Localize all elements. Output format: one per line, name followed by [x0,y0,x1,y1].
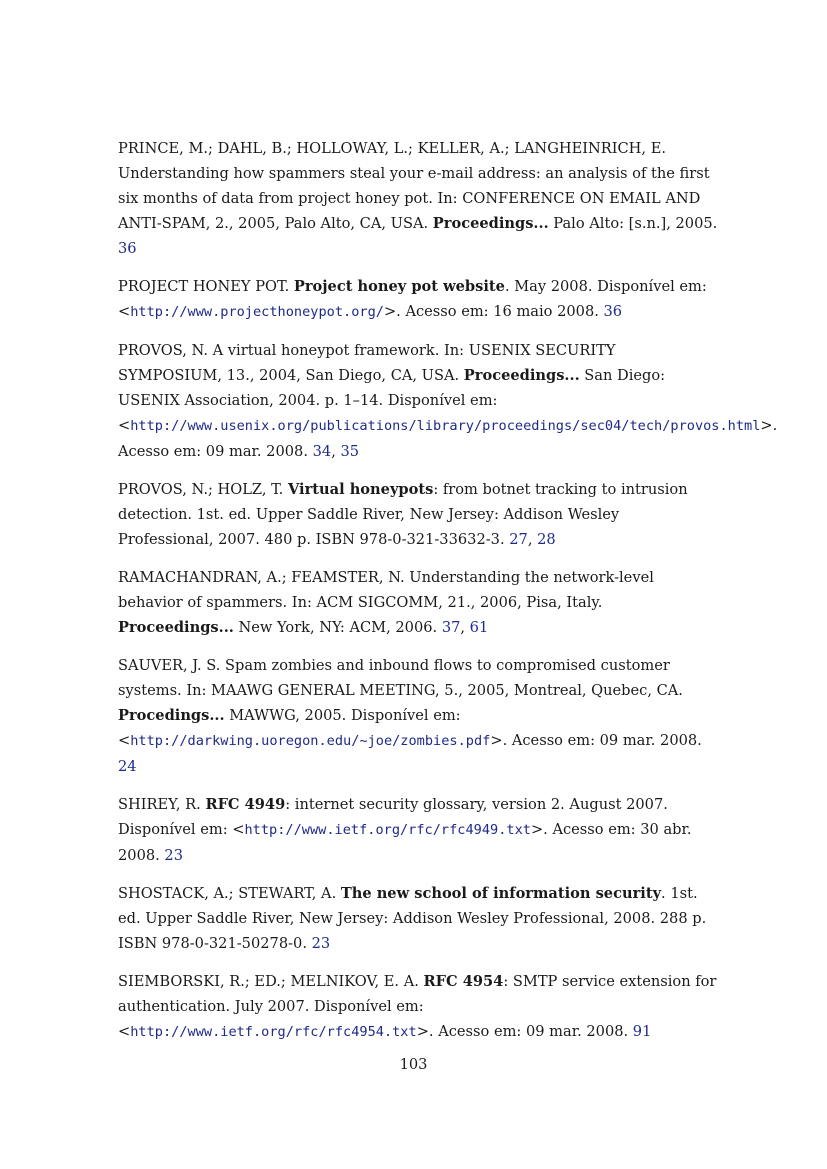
backref-link[interactable]: 37 [441,619,461,636]
ref-bold-title: Virtual honeypots [287,481,434,498]
reference-entry [118,881,718,956]
reference-entry [118,792,718,868]
ref-text: >. Acesso em: 09 mar. 2008. [118,417,778,460]
ref-text: New York, NY: ACM, 2006. [233,619,442,636]
ref-text: : SMTP service extension for authentication. July 2007. Disponível em: < [118,973,717,1040]
reference-entry: PROVOS, N.; HOLZ, T. Virtual honeypots: from botnet tracking to intrusion detection. 1st. ed. Upper Saddle River, New Jersey: Addison Wesley Professional, 2007. 480 p. ISBN 978-0-321-33632-3. 27, 28 [118,481,688,548]
ref-bold-title: Proceedings... [118,619,234,636]
ref-bold-title: Procedings... [118,707,225,724]
url-link[interactable]: http://www.ietf.org/rfc/rfc4954.txt [130,1024,417,1040]
ref-bold-title: RFC 4954 [423,973,504,990]
reference-entry [118,653,718,779]
ref-text: >. Acesso em: 30 abr. 2008. [118,821,692,864]
ref-text: PROJECT HONEY POT. [118,278,294,295]
ref-text: >. Acesso em: 09 mar. 2008. [416,1023,633,1040]
ref-text: . May 2008. Disponível em: < [118,278,707,320]
ref-bold-title: RFC 4949 [205,796,286,813]
reference-entry [118,136,718,261]
backref-link[interactable]: 27 [509,531,528,548]
url-link[interactable]: http://darkwing.uoregon.edu/~joe/zombies.pdf [130,733,491,749]
ref-text: SHOSTACK, A.; STEWART, A. [118,885,341,902]
ref-text: >. Acesso em: 16 maio 2008. [383,303,604,320]
ref-bold-title: Project honey pot website [293,278,505,295]
ref-text: PRINCE, M.; DAHL, B.; HOLLOWAY, L.; KELLER, A.; LANGHEINRICH, E. Understanding how spammers steal your e-mail address: an analysis of the first six months of data from project honey pot. In: CONFERENCE ON EMAIL AND ANTI-SPAM, 2., 2005, Palo Alto, CA, USA. [118,140,710,232]
backref-link[interactable]: 61 [469,619,489,636]
backref-link[interactable]: 28 [537,531,556,548]
reference-list [118,136,778,1058]
ref-text: San Diego: USENIX Association, 2004. p. 1–14. Disponível em: < [118,367,666,434]
ref-text: : from botnet tracking to intrusion detection. 1st. ed. Upper Saddle River, New Jersey: Addison Wesley Professional, 2007. 480 p. ISBN 978-0-321-33632-3. [118,481,688,548]
ref-text: SIEMBORSKI, R.; ED.; MELNIKOV, E. A. [118,973,424,990]
ref-text: PROVOS, N. A virtual honeypot framework. In: USENIX SECURITY SYMPOSIUM, 13., 2004, San Diego, CA, USA. [118,342,616,384]
ref-text: SHIREY, R. [118,796,206,813]
url-link[interactable]: http://www.ietf.org/rfc/rfc4949.txt [244,822,531,838]
backref-link[interactable]: 36 [603,303,623,320]
backref-link[interactable]: 23 [164,847,183,864]
url-link[interactable]: http://www.usenix.org/publications/library/proceedings/sec04/tech/provos.html [130,418,761,434]
ref-text: : internet security glossary, version 2. August 2007. Disponível em: < [118,796,668,838]
ref-bold-title: The new school of information security [340,885,662,902]
ref-bold-title: Proceedings... [432,215,549,232]
backref-link[interactable]: 91 [632,1023,652,1040]
reference-entry: PROVOS, N. A virtual honeypot framework. In: USENIX SECURITY SYMPOSIUM, 13., 2004, San Diego, CA, USA. Proceedings... San Diego: USENIX Association, 2004. p. 1–14. Disponível em: <http://www.usenix.org/publications/library/proceedings/sec04/tech/provos.html>. Acesso em: 09 mar. 2008. 34, 35 [118,342,778,460]
ref-text: Palo Alto: [s.n.], 2005. [548,215,718,232]
backref-link[interactable]: 34 [312,443,332,460]
page-number: 103 [399,1056,428,1073]
ref-text: . 1st. ed. Upper Saddle River, New Jersey: Addison Wesley Professional, 2008. 288 p. ISBN 978-0-321-50278-0. [118,885,707,952]
backref-link[interactable]: 24 [118,758,137,775]
ref-text: MAWWG, 2005. Disponível em: < [118,707,461,749]
ref-text: PROVOS, N.; HOLZ, T. [118,481,288,498]
ref-text: RAMACHANDRAN, A.; FEAMSTER, N. Understanding the network-level behavior of spammers. In: ACM SIGCOMM, 21., 2006, Pisa, Italy. [118,569,654,611]
url-link[interactable]: http://www.projecthoneypot.org/ [130,304,384,320]
backref-link[interactable]: 35 [340,443,360,460]
backref-link[interactable]: 23 [311,935,331,952]
ref-bold-title: Proceedings... [463,367,580,384]
ref-text: >. Acesso em: 09 mar. 2008. [490,732,702,749]
backref-link[interactable]: 36 [118,240,137,257]
reference-entry [118,274,718,325]
ref-text: SAUVER, J. S. Spam zombies and inbound flows to compromised customer systems. In: MAAWG GENERAL MEETING, 5., 2005, Montreal, Quebec, CA. [118,657,683,699]
reference-entry [118,969,718,1045]
reference-entry: RAMACHANDRAN, A.; FEAMSTER, N. Understanding the network-level behavior of spammers. In: ACM SIGCOMM, 21., 2006, Pisa, Italy. Proceedings... New York, NY: ACM, 2006. 37, 61 [118,569,654,636]
